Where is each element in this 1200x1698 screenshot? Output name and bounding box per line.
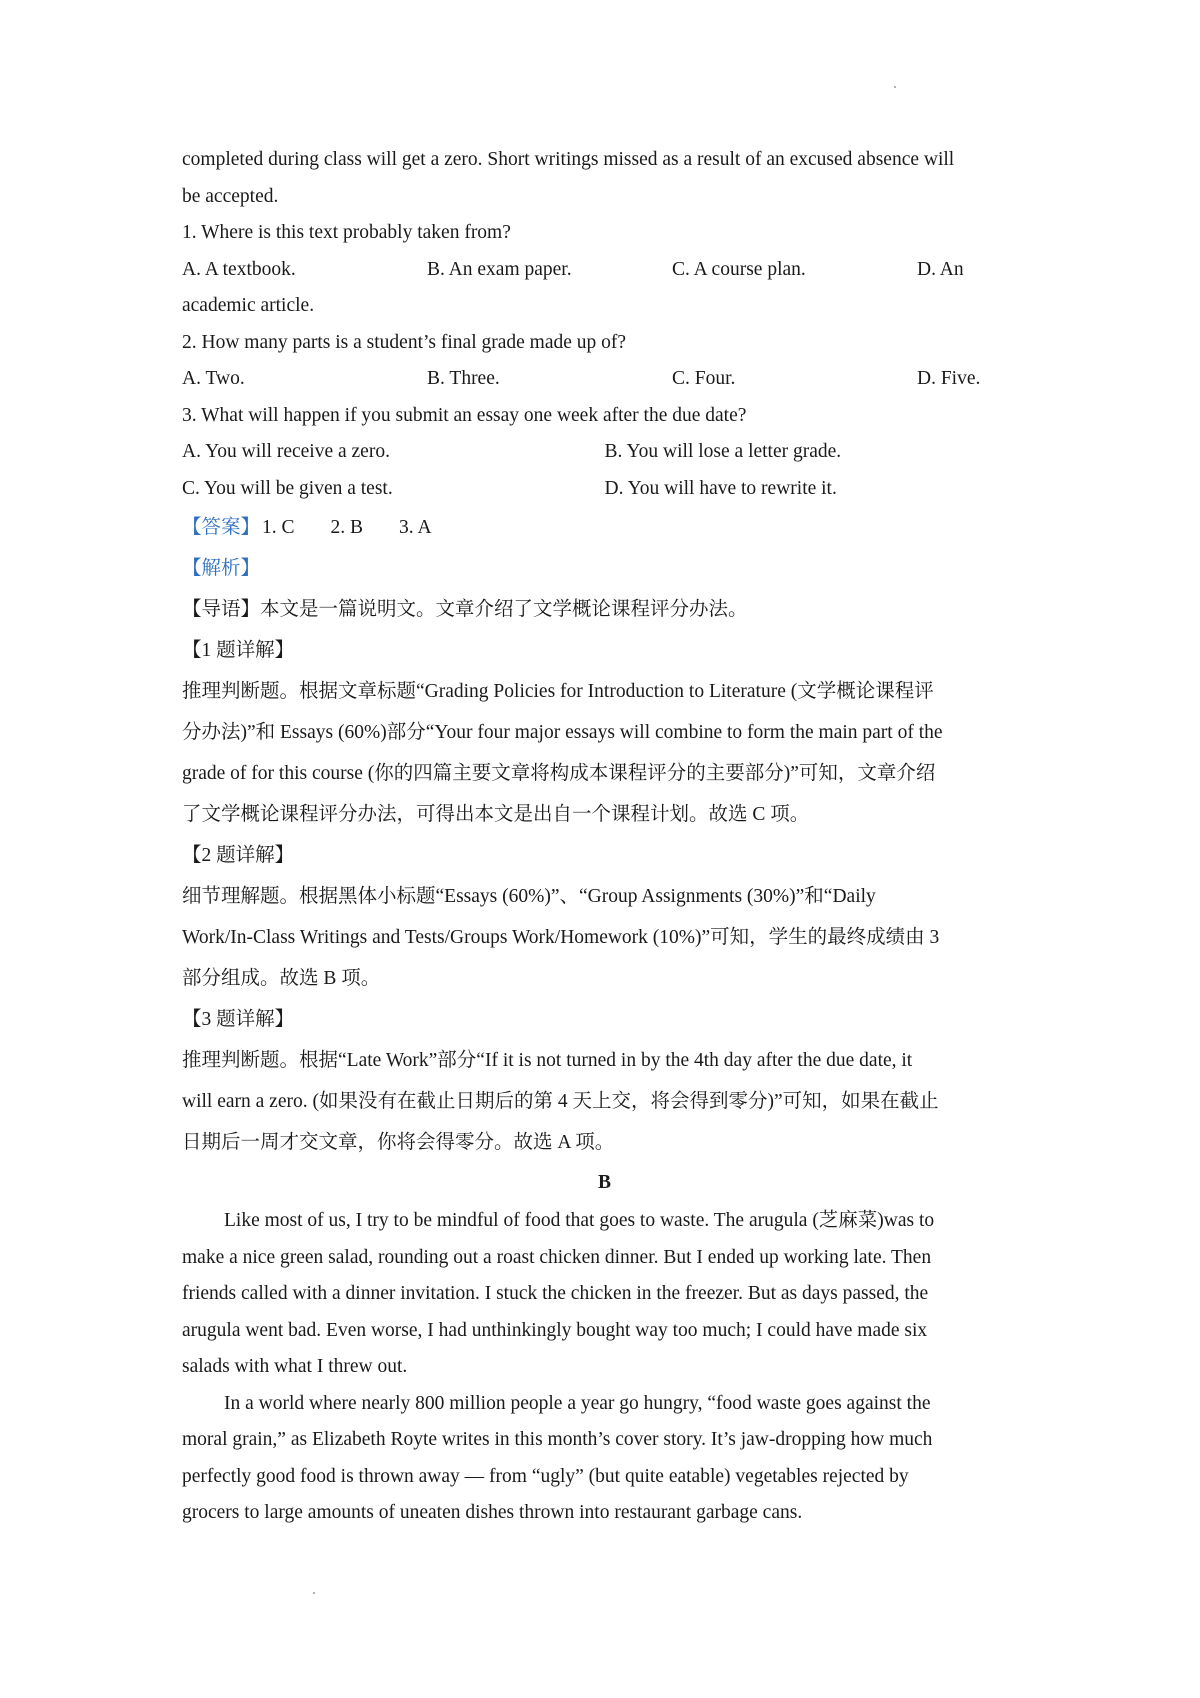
question-stem: 1. Where is this text probably taken from? [182,222,511,243]
option-b: B. You will lose a letter grade. [604,441,842,462]
option-b: B. An exam paper. [427,258,572,280]
option-a: A. A textbook. [182,258,296,280]
guide-text: 【导语】本文是一篇说明文。文章介绍了文学概论课程评分办法。 [182,599,748,620]
detail-line: 了文学概论课程评分办法，可得出本文是出自一个课程计划。故选 C 项。 [182,804,810,825]
detail-line: 日期后一周才交文章，你将会得零分。故选 A 项。 [182,1132,615,1153]
passage-line: In a world where nearly 800 million people a year go hungry, “food waste goes against the [224,1392,931,1414]
option-c: C. Four. [672,368,736,389]
option-d: D. You will have to rewrite it. [604,477,837,499]
passage-line: friends called with a dinner invitation. I stuck the chicken in the freezer. But as days passed, the [182,1283,929,1304]
answer-label: 【答案】 [182,517,261,538]
passage-line: salads with what I threw out. [182,1356,408,1377]
option-d: D. Five. [917,368,981,389]
page-content [182,142,1027,1532]
answer-item: 3. A [399,517,432,538]
detail-line: grade of for this course (你的四篇主要文章将构成本课程评分的主要部分)”可知，文章介绍 [182,763,936,784]
section-title: B [597,1172,611,1193]
option-wrap: academic article. [182,295,315,316]
option-d: D. An [917,258,964,280]
detail-line: 分办法)”和 Essays (60%)部分“Your four major essays will combine to form the main part of the [182,722,943,743]
question-stem: 3. What will happen if you submit an essay one week after the due date? [182,404,747,426]
detail-line: Work/In-Class Writings and Tests/Groups Work/Homework (10%)”可知，学生的最终成绩由 3 [182,927,940,948]
question-options [182,471,1027,508]
question-options [182,361,1027,398]
detail-heading: 【2 题详解】 [182,845,295,866]
analysis-label: 【解析】 [182,558,261,579]
passage-line: Like most of us, I try to be mindful of food that goes to waste. The arugula (芝麻菜)was to [224,1210,935,1231]
detail-line: 部分组成。故选 B 项。 [182,968,381,989]
passage-line: completed during class will get a zero. Short writings missed as a result of an excused absence will [182,149,955,170]
passage-line: moral grain,” as Elizabeth Royte writes in this month’s cover story. It’s jaw-dropping how much [182,1429,933,1450]
passage-line: be accepted. [182,185,279,207]
detail-heading: 【1 题详解】 [182,640,295,661]
option-a: A. You will receive a zero. [182,441,390,462]
scan-speck [313,1592,315,1594]
detail-line: 细节理解题。根据黑体小标题“Essays (60%)”、“Group Assignments (30%)”和“Daily [182,886,876,907]
option-c: C. You will be given a test. [182,477,393,499]
detail-heading: 【3 题详解】 [182,1009,295,1030]
detail-line: 推理判断题。根据“Late Work”部分“If it is not turned in by the 4th day after the due date, it [182,1050,913,1071]
scan-speck [894,86,896,88]
question-stem: 2. How many parts is a student’s final grade made up of? [182,331,627,353]
option-a: A. Two. [182,368,245,389]
passage-line: arugula went bad. Even worse, I had unthinkingly bought way too much; I could have made six [182,1319,928,1341]
answer-item: 2. B [330,517,364,538]
option-c: C. A course plan. [672,258,806,280]
passage-line: perfectly good food is thrown away — from “ugly” (but quite eatable) vegetables rejected by [182,1465,909,1487]
option-b: B. Three. [427,368,500,389]
answer-item: 1. C [262,517,295,538]
passage-line: make a nice green salad, rounding out a roast chicken dinner. But I ended up working late. Then [182,1246,932,1268]
passage-line: grocers to large amounts of uneaten dishes thrown into restaurant garbage cans. [182,1502,803,1523]
answer-line [182,507,1027,548]
question-options [182,252,1027,289]
detail-line: will earn a zero. (如果没有在截止日期后的第 4 天上交，将会得到零分)”可知，如果在截止 [182,1091,939,1112]
detail-line: 推理判断题。根据文章标题“Grading Policies for Introduction to Literature (文学概论课程评 [182,681,934,702]
question-options [182,434,1027,471]
